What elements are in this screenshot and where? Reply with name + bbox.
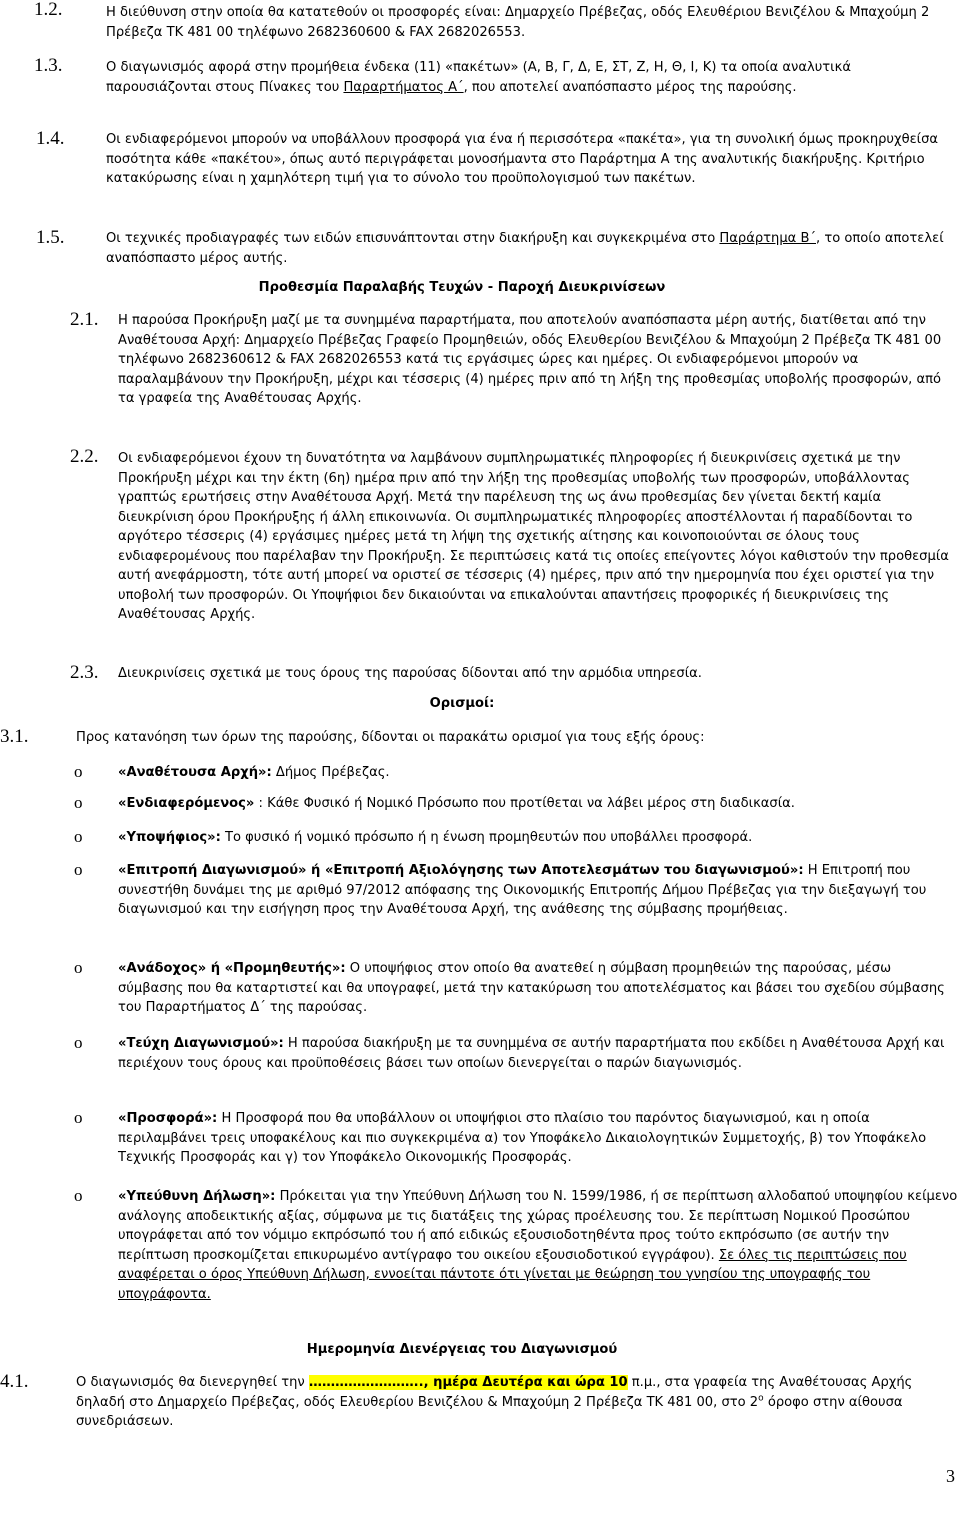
date-placeholder: …………………….., ημέρα Δευτέρα και ώρα 10 [308,1375,628,1390]
paragraph-2-1: Η παρούσα Προκήρυξη μαζί με τα συνημμένα παραρτήματα, που αποτελούν αναπόσπαστα μέρη αυτής, διατίθεται από την Αναθέτουσα Αρχή: Δημαρχείο Πρέβεζας Γραφείο Προμηθειών, οδός Ελευθερίου Βενιζέλου & Μπαχούμη 2 Πρέβεζα ΤΚ 481 00 τηλέφωνο 2682360612 & FAX 2682026553 κατά τις εργάσιμες ώρες και ημέρες. Οι ενδιαφερόμενοι μπορούν να παραλαμβάνουν την Προκήρυξη, μέχρι και τέσσερις (4) ημέρες πριν από τη λήξη της προθεσμίας υποβολής προσφορών, από τα γραφεία της Αναθέτουσας Αρχής. [118,313,942,406]
definition-term: «Ανάδοχος» ή «Προμηθευτής»: [118,961,346,976]
section-heading: Ορισμοί: [429,696,495,711]
definition-item [118,1034,958,1073]
definition-text: Ο υποψήφιος στον οποίο θα ανατεθεί η σύμβαση προμηθειών της παρούσας, μέσω σύμβασης που θα καταρτιστεί και θα υπογραφεί, μετά την κατακύρωση του αποτελέσματος και βάσει του σχεδίου σύμβασης του Παραρτήματος Δ΄ της παρούσας. [118,961,945,1015]
definition-text: Δήμος Πρέβεζας. [271,765,390,780]
definition-term: «Υπεύθυνη Δήλωση»: [118,1189,276,1204]
definition-term: «Επιτροπή Διαγωνισμού» ή «Επιτροπή Αξιολόγησης των Αποτελεσμάτων του διαγωνισμού»: [118,863,804,878]
paragraph-2-3: Διευκρινίσεις σχετικά με τους όρους της παρούσας δίδονται από την αρμόδια υπηρεσία. [118,666,702,681]
paragraph-4-1 [76,1373,942,1432]
bullet-icon: o [74,793,83,812]
text: Ο διαγωνισμός αφορά στην προμήθεια ένδεκα (11) «πακέτων» (Α, Β, Γ, Δ, Ε, ΣΤ, Ζ, Η, Θ, Ι, Κ) τα οποία αναλυτικά παρουσιάζονται στους Πίνακες του [106,60,851,95]
annex-b-link: Παράρτημα Β΄ [719,231,816,246]
paragraph-1-3 [106,58,944,97]
text: π.μ., στα γραφεία της Αναθέτουσας Αρχής δηλαδή στο Δημαρχείο Πρέβεζας, οδός Ελευθερίου Βενιζέλου & Μπαχούμη 2 Πρέβεζα ΤΚ 481 00, στο 2 [76,1375,913,1410]
definition-term: «Προσφορά»: [118,1111,218,1126]
definition-item [118,1109,944,1168]
definition-text: Η Προσφορά που θα υποβάλλουν οι υποψήφιοι στο πλαίσιο του παρόντος διαγωνισμού, και η οποία περιλαμβάνει τρεις υποφακέλους και πιο συγκεκριμένα α) τον Υποφάκελο Δικαιολογητικών Συμμετοχής, β) τον Υποφάκελο Τεχνικής Προσφοράς και γ) τον Υποφάκελο Οικονομικής Προσφοράς. [118,1111,927,1165]
annex-a-link: Παραρτήματος Α΄ [343,79,464,95]
definition-text: : Κάθε Φυσικό ή Νομικό Πρόσωπο που προτίθεται να λάβει μέρος στη διαδικασία. [254,796,795,811]
ordinal-superscript: ο [758,1393,764,1404]
definition-term: «Τεύχη Διαγωνισμού»: [118,1036,284,1051]
definition-item [118,763,946,783]
definition-term: «Υποψήφιος»: [118,830,221,845]
definition-item [118,959,946,1018]
text: Οι τεχνικές προδιαγραφές των ειδών επισυνάπτονται στην διακήρυξη και συγκεκριμένα στο [106,231,720,246]
definition-item [118,828,946,848]
paragraph-1-5 [106,229,946,268]
section-number: 2.3. [70,662,99,683]
text: Ο διαγωνισμός θα διενεργηθεί την [76,1375,309,1390]
section-number: 3.1. [0,726,29,747]
definition-item [118,1187,958,1304]
section-number: 4.1. [0,1371,29,1392]
bullet-icon: o [74,762,83,781]
bullet-icon: o [74,1186,83,1205]
section-number: 1.4. [36,128,65,149]
section-heading: Προθεσμία Παραλαβής Τευχών - Παροχή Διευκρινίσεων [258,280,666,295]
bullet-icon: o [74,958,83,977]
bullet-icon: o [74,1033,83,1052]
definition-text: Πρόκειται για την Υπεύθυνη Δήλωση του Ν. 1599/1986, ή σε περίπτωση αλλοδαπού υποψηφίου κείμενο ανάλογης αποδεικτικής αξίας, σύμφωνα με τις διατάξεις της χώρας προέλευσης του. Σε περίπτωση Νομικού Προσώπου υπογράφεται από τον νόμιμο εκπρόσωπό του ή από ειδικώς εξουσιοδοτηθέντα προς τούτο εκπρόσωπο (σε αυτήν την περίπτωση προσκομίζεται επικυρωμένο αντίγραφο του οικείου εξουσιοδοτικού εγγράφου). [118,1189,958,1263]
definition-note: Σε όλες τις περιπτώσεις που αναφέρεται ο όρος Υπεύθυνη Δήλωση, εννοείται πάντοτε ότι γίνεται με θεώρηση του γνησίου της υπογραφής του υπογράφοντα. [118,1247,907,1302]
text: όροφο στην αίθουσα συνεδριάσεων. [76,1394,903,1429]
definition-item [118,794,946,814]
definition-text: Η παρούσα διακήρυξη με τα συνημμένα σε αυτήν παραρτήματα που εκδίδει η Αναθέτουσα Αρχή και περιέχουν τους όρους και προϋποθέσεις βάσει των οποίων διενεργείται ο παρών διαγωνισμός. [118,1036,945,1071]
section-number: 2.2. [70,446,99,467]
section-heading: Ημερομηνία Διενέργειας του Διαγωνισμού [306,1342,618,1357]
text: , το οποίο αποτελεί αναπόσπαστο μέρος αυτής. [106,231,944,266]
definition-text: Η Επιτροπή που συνεστήθη δυνάμει της με αριθμό 97/2012 απόφασης της Οικονομικής Επιτροπής Δήμου Πρέβεζας για την διεξαγωγή του διαγωνισμού και την εισήγηση προς την Αναθέτουσα Αρχή, της ανάθεσης της σύμβασης προμήθειας. [118,863,927,917]
definition-text: Το φυσικό ή νομικό πρόσωπο ή η ένωση προμηθευτών που υποβάλλει προσφορά. [220,830,753,845]
section-number: 1.5. [36,227,65,248]
definition-term: «Αναθέτουσα Αρχή»: [118,765,272,780]
bullet-icon: o [74,827,83,846]
section-number: 1.3. [34,55,63,76]
paragraph-1-4: Οι ενδιαφερόμενοι μπορούν να υποβάλλουν προσφορά για ένα ή περισσότερα «πακέτα», για τη συνολική όμως προκηρυχθείσα ποσότητα κάθε «πακέτου», όπως αυτό περιγράφεται μονοσήμαντα στο Παράρτημα Α της αναλυτικής διακήρυξης. Κριτήριο κατακύρωσης είναι η χαμηλότερη τιμή για το σύνολο του προϋπολογισμού των πακέτων. [106,132,939,186]
text: , που αποτελεί αναπόσπαστο μέρος της παρούσης. [463,79,797,95]
bullet-icon: o [74,1108,83,1127]
paragraph-3-1: Προς κατανόηση των όρων της παρούσης, δίδονται οι παρακάτω ορισμοί για τους εξής όρους: [76,730,705,745]
paragraph-2-2: Οι ενδιαφερόμενοι έχουν τη δυνατότητα να λαμβάνουν συμπληρωματικές πληροφορίες ή διευκρινίσεις σχετικά με την Προκήρυξη μέχρι και την έκτη (6η) ημέρα πριν από την λήξη της προθεσμίας υποβολής των προσφορών, υποβάλλοντας γραπτώς ερωτήσεις στην Αναθέτουσα Αρχή. Μετά την παρέλευση της ως άνω προθεσμίας δεν γίνεται δεκτή καμία διευκρίνιση όρου Προκήρυξης ή άλλη επικοινωνία. Οι συμπληρωματικές πληροφορίες αποστέλλονται ή παραδίδονται το αργότερο τέσσερις (4) εργάσιμες ημέρες μετά τη λήψη της σχετικής αίτησης και κοινοποιούνται σε όλους τους ενδιαφερομένους που παρέλαβαν την Προκήρυξη. Σε περιπτώσεις κατά τις οποίες επείγοντες λόγοι καθιστούν την προθεσμία αυτή ανεφάρμοστη, τότε αυτή μπορεί να οριστεί σε τέσσερις (4) ημέρες, πριν από την ημερομηνία που έχει οριστεί για την υποβολή των προσφορών. Οι Υποψήφιοι δεν δικαιούνται να επικαλούνται απαντήσεις προφορικές ή διευκρινίσεις της Αναθέτουσας Αρχής. [118,451,949,622]
bullet-icon: o [74,860,83,879]
page-number: 3 [946,1466,955,1486]
definition-item [118,861,948,920]
definition-term: «Ενδιαφερόμενος» [118,796,255,811]
paragraph-1-2: Η διεύθυνση στην οποία θα κατατεθούν οι προσφορές είναι: Δημαρχείο Πρέβεζας, οδός Ελευθέριου Βενιζέλου & Μπαχούμη 2 Πρέβεζα ΤΚ 481 00 τηλέφωνο 2682360600 & FAX 2682026553. [106,5,930,40]
section-number: 1.2. [34,0,63,20]
section-number: 2.1. [70,309,99,330]
